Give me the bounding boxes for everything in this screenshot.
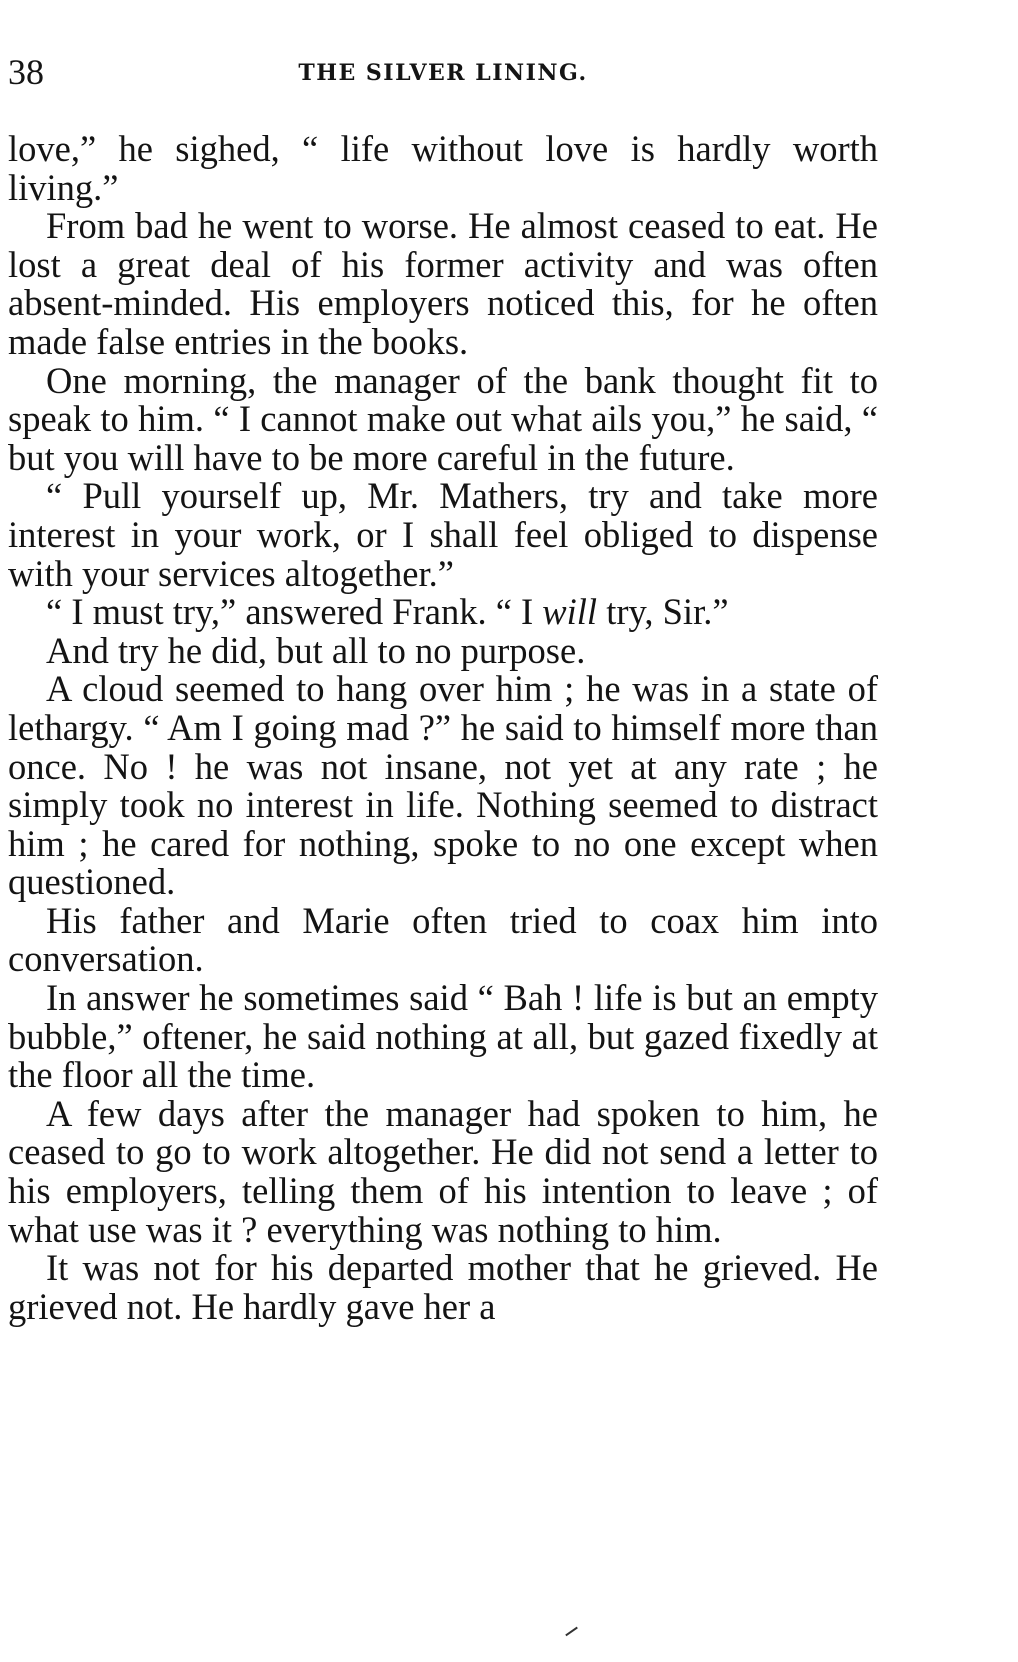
paragraph: A cloud seemed to hang over him ; he was in a state of lethargy. “ Am I going mad ?” he said to himself more than once. No ! he was not insane, not yet at any rate ; he simply took no interest in life. Nothing seemed to distract him ; he cared for nothing, spoke to no one except when questioned. bbox=[8, 668, 878, 903]
paragraph: A few days after the manager had spoken to him, he ceased to go to work altogether. He did not send a letter to his employers, telling them of his intention to leave ; of what use was it ? everything was nothing to him. bbox=[8, 1092, 878, 1250]
paragraph: And try he did, but all to no purpose. bbox=[46, 629, 586, 671]
paragraph-text: “ I must try,” answered Frank. “ I bbox=[46, 591, 543, 633]
emphasized-word: will bbox=[542, 591, 598, 633]
paragraph-text: try, Sir.” bbox=[597, 591, 729, 633]
paragraph: From bad he went to worse. He almost ceased to eat. He lost a great deal of his former activity and was often absent-minded. His employers noticed this, for he often made false entries in the books. bbox=[8, 205, 878, 362]
print-speck bbox=[565, 1627, 580, 1641]
page-header bbox=[8, 52, 878, 92]
paragraph: His father and Marie often tried to coax him into conversation. bbox=[8, 899, 878, 980]
paragraph: In answer he sometimes said “ Bah ! life is but an empty bubble,” oftener, he said nothing at all, but gazed fixedly at the floor all the time. bbox=[8, 977, 878, 1096]
paragraph: One morning, the manager of the bank thought fit to speak to him. “ I cannot make out what ails you,” he said, “ but you will have to be more careful in the future. bbox=[8, 359, 878, 478]
page-number: 38 bbox=[8, 52, 44, 92]
paragraph: love,” he sighed, “ life without love is hardly worth living.” bbox=[8, 128, 878, 208]
body-text bbox=[8, 130, 878, 1326]
paragraph bbox=[8, 593, 878, 632]
paragraph: It was not for his departed mother that he grieved. He grieved not. He hardly gave her a bbox=[8, 1247, 878, 1327]
running-title: THE SILVER LINING. bbox=[298, 60, 588, 86]
paragraph: “ Pull yourself up, Mr. Mathers, try and take more interest in your work, or I shall feel obliged to dispense with your services altogether.” bbox=[8, 475, 878, 594]
